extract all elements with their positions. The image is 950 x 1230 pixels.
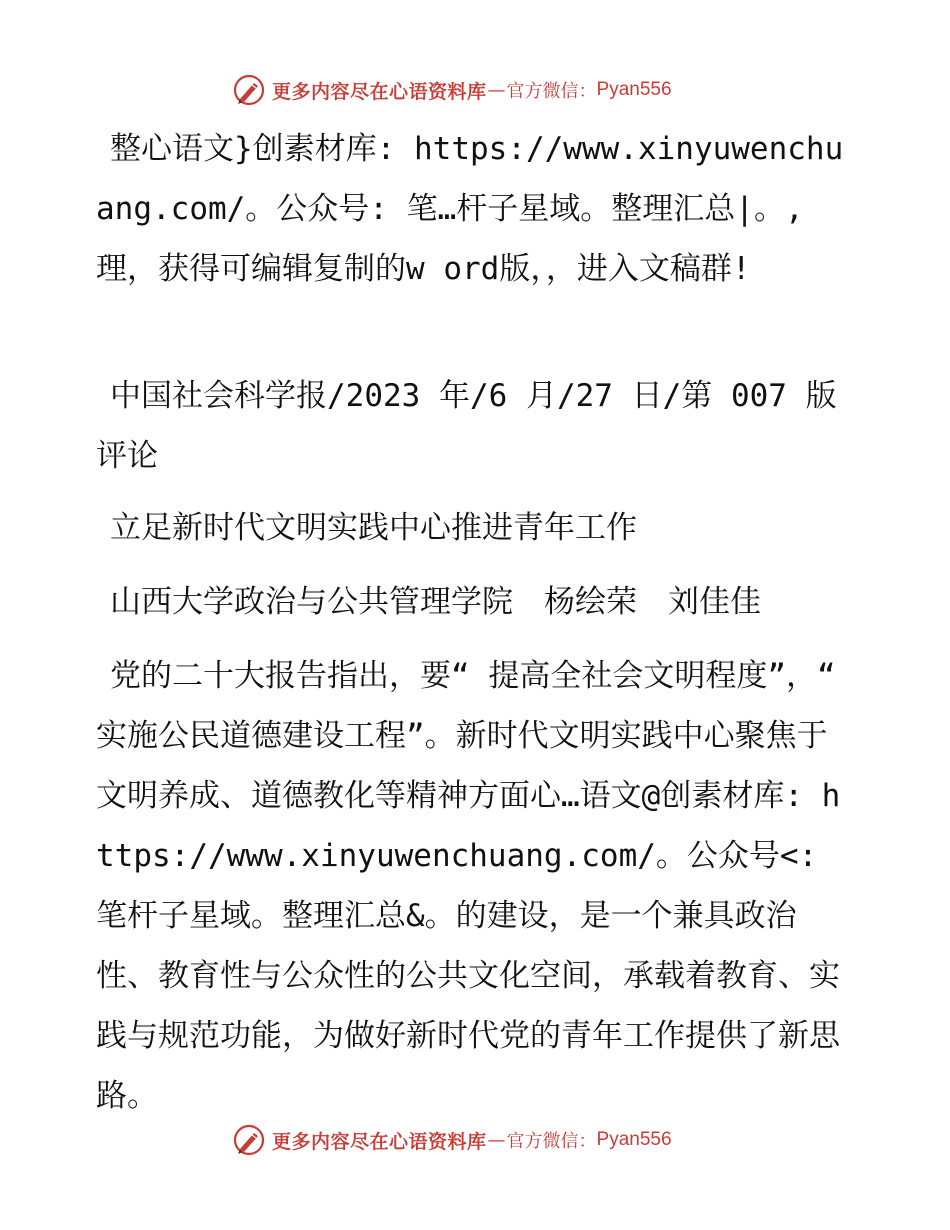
notice-paragraph: 整心语文}创素材库: https://www.xinyuwenchuang.com/。公众号: 笔…杆子星域。整理汇总|。,理，获得可编辑复制的w ord版，，进入文稿群! (96, 131, 844, 287)
banner-wechat-id: Pyan556 (596, 1129, 672, 1150)
pen-logo-icon (232, 1123, 266, 1157)
source-line: 中国社会科学报/2023 年/6 月/27 日/第 007 版 (110, 378, 837, 414)
banner-wechat-label: 官方微信： (506, 1131, 597, 1152)
banner-brand-text: 更多内容尽在心语资料库 (272, 1130, 487, 1153)
article-author: 山西大学政治与公共管理学院 杨绘荣 刘佳佳 (110, 584, 761, 620)
footer-banner (232, 1120, 672, 1160)
pen-logo-icon (232, 73, 266, 107)
banner-separator: — (487, 79, 506, 101)
header-banner (232, 70, 672, 110)
source-section: 评论 (96, 438, 158, 474)
banner-separator: — (487, 1129, 506, 1151)
banner-wechat-id: Pyan556 (596, 79, 672, 100)
banner-wechat-label: 官方微信： (506, 81, 597, 102)
body-paragraph: 党的二十大报告指出，要“ 提高全社会文明程度”，“ 实施公民道德建设工程”。新时代文明实践中心聚焦于文明养成、道德教化等精神方面心…语文@创素材库: https://www.xinyuwenchuang.com/。公众号<: 笔杆子星域。整理汇总&。的建设，是一个兼具政治性、教育性与公众性的公共文化空间，承载着教育、实践与规范功能，为做好新时代党的青年工作提供了新思路。 (96, 658, 841, 1114)
article-title: 立足新时代文明实践中心推进青年工作 (110, 510, 637, 546)
banner-brand-text: 更多内容尽在心语资料库 (272, 80, 487, 103)
